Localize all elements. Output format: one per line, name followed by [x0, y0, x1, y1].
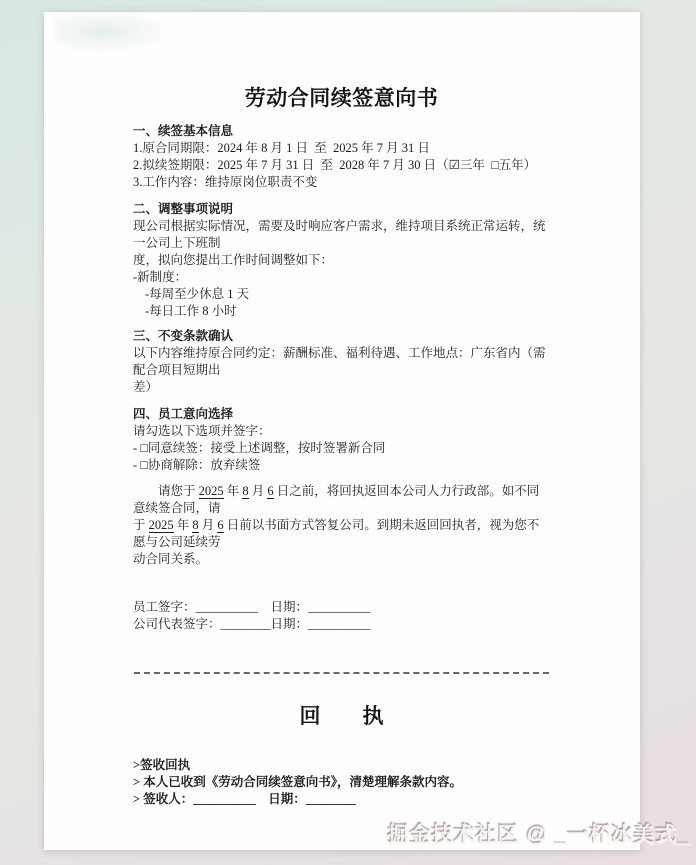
doc-line — [133, 551, 550, 568]
doc-line — [133, 123, 550, 140]
text-segment: -每日工作 8 小时 — [145, 304, 237, 318]
doc-line — [133, 774, 550, 791]
text-segment: 于 — [133, 518, 149, 532]
text-segment: 劳动合同续签意向书 — [244, 87, 439, 110]
text-segment: 员工签字：__________ 日期：__________ — [133, 600, 371, 614]
document-content — [133, 12, 550, 808]
document-page — [44, 12, 640, 850]
doc-line — [133, 174, 550, 191]
doc-line — [133, 157, 550, 174]
doc-line — [133, 757, 550, 774]
text-segment: - □协商解除：放弃续签 — [133, 458, 261, 472]
text-segment: 月 — [248, 484, 268, 498]
text-segment: 请您于 — [133, 484, 199, 498]
text-segment: 日之前，将回执返回本公司人力行政部。如不同意续签合同，请 — [133, 484, 540, 515]
doc-line — [133, 616, 550, 633]
text-segment: 动合同关系。 — [133, 552, 209, 566]
doc-line — [133, 345, 550, 379]
doc-line — [133, 201, 550, 218]
underlined-text-segment: 2025 — [198, 484, 224, 498]
underlined-text-segment: 6 — [267, 484, 274, 498]
doc-line — [133, 457, 550, 474]
text-segment: -每周至少休息 1 天 — [145, 287, 250, 301]
doc-line — [133, 483, 550, 517]
doc-line — [133, 440, 550, 457]
doc-line — [133, 218, 550, 252]
text-segment: 日前以书面方式答复公司。到期未返回回执者，视为您不愿与公司延续劳 — [133, 518, 540, 549]
text-segment: 二、调整事项说明 — [133, 202, 234, 216]
text-segment: 年 — [223, 484, 243, 498]
text-segment: 请勾选以下选项并签字： — [133, 424, 271, 438]
text-segment: 一、续签基本信息 — [133, 124, 234, 138]
doc-line — [133, 406, 550, 423]
text-segment: 差） — [133, 380, 159, 394]
doc-line — [133, 599, 550, 616]
dashed-divider — [134, 672, 549, 674]
document-title — [133, 86, 550, 112]
text-segment: 3.工作内容：维持原岗位职责不变 — [133, 175, 318, 189]
text-segment: 回 执 — [299, 705, 384, 728]
underlined-text-segment: 6 — [217, 518, 224, 532]
underlined-text-segment: 8 — [242, 484, 249, 498]
text-segment: 三、不变条款确认 — [133, 329, 234, 343]
doc-line — [133, 328, 550, 345]
doc-line — [133, 269, 550, 286]
underlined-text-segment: 8 — [192, 518, 199, 532]
doc-line — [133, 423, 550, 440]
text-segment: 现公司根据实际情况，需要及时响应客户需求，维持项目系统正常运转，统一公司上下班制 — [133, 219, 546, 250]
doc-line — [133, 303, 550, 320]
text-segment: > 本人已收到《劳动合同续签意向书》，清楚理解条款内容。 — [133, 775, 462, 789]
text-segment: 四、员工意向选择 — [133, 407, 234, 421]
text-segment: >签收回执 — [133, 758, 191, 772]
underlined-text-segment: 2025 — [148, 518, 174, 532]
doc-line — [133, 286, 550, 303]
text-segment: - □同意续签：接受上述调整，按时签署新合同 — [133, 441, 386, 455]
text-segment: > 签收人：__________ 日期：________ — [133, 792, 356, 806]
doc-line — [133, 517, 550, 551]
text-segment: 2.拟续签期限：2025 年 7 月 31 日 至 2028 年 7 月 30 日（☑三年 □五年） — [133, 158, 537, 172]
doc-line — [133, 791, 550, 808]
watermark: 掘金技术社区 @ _一杯冰美式_ — [387, 824, 690, 847]
text-segment: 公司代表签字：________日期：__________ — [133, 617, 371, 631]
text-segment: 度，拟向您提出工作时间调整如下： — [133, 253, 334, 267]
text-segment: -新制度： — [133, 270, 188, 284]
text-segment: 月 — [198, 518, 218, 532]
doc-line — [133, 140, 550, 157]
doc-line — [133, 379, 550, 396]
text-segment: 以下内容维持原合同约定：薪酬标准、福利待遇、工作地点：广东省内（需配合项目短期出 — [133, 346, 546, 377]
receipt-title — [133, 704, 550, 730]
doc-line — [133, 252, 550, 269]
text-segment: 年 — [173, 518, 193, 532]
text-segment: 1.原合同期限：2024 年 8 月 1 日 至 2025 年 7 月 31 日 — [133, 141, 430, 155]
